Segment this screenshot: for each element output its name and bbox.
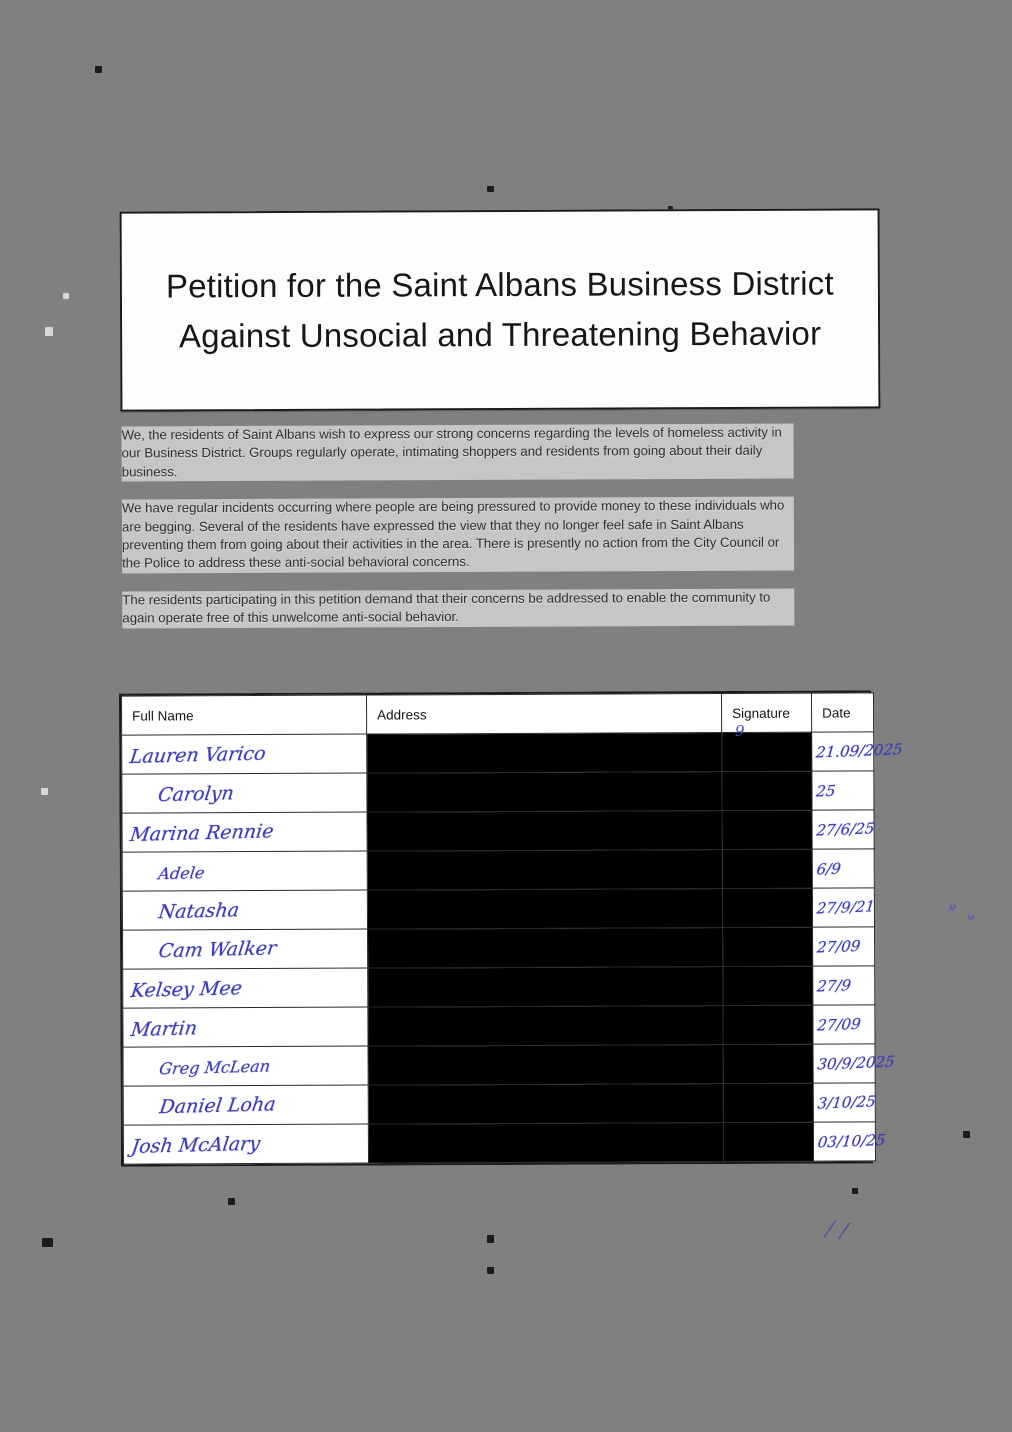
cell-date: [812, 888, 874, 927]
cell-signature-redacted: [723, 1083, 813, 1122]
cell-signature-redacted: [723, 1122, 813, 1161]
scan-speck: [852, 1188, 858, 1194]
signature-rows: [122, 732, 904, 1164]
petition-paragraph-2: We have regular incidents occurring where people are being pressured to provide money to these individuals who are begging. Several of the residents have expressed the view that they no longer feel safe in Saint Albans preventing them from going about their activities in the area. There is presently no action from the City Council or the Police to address these anti-social behavioral concerns.: [122, 497, 794, 574]
cell-full-name: [123, 1007, 368, 1047]
scan-speck: [963, 1131, 970, 1138]
cell-address-redacted: [368, 1123, 723, 1164]
table-row: [123, 1005, 875, 1047]
cell-signature-redacted: [722, 888, 812, 927]
cell-date: [812, 810, 874, 849]
cell-full-name: [123, 929, 368, 969]
cell-signature-redacted: [723, 1005, 813, 1044]
cell-full-name: [122, 890, 367, 930]
column-header-date: Date: [811, 693, 873, 732]
cell-signature-redacted: [722, 771, 812, 810]
handwritten-date: 27/9: [816, 976, 852, 996]
handwritten-date: 6/9: [815, 859, 842, 879]
column-header-signature: Signature: [721, 693, 811, 732]
signature-table: [121, 692, 904, 1164]
handwritten-name: Carolyn: [156, 782, 236, 807]
scan-speck: [228, 1198, 235, 1205]
cell-signature-redacted: [723, 966, 813, 1005]
scan-speck: [487, 186, 494, 192]
cell-date: [812, 849, 874, 888]
handwritten-date: 03/10/25: [816, 1130, 887, 1152]
handwritten-date: 21.09/2025: [815, 740, 904, 762]
cell-signature-redacted: [722, 810, 812, 849]
handwritten-name: Kelsey Mee: [129, 977, 244, 1002]
cell-date: [812, 732, 904, 771]
table-header-row: [121, 693, 873, 735]
handwritten-date: 27/09: [816, 936, 862, 957]
stray-ink-mark: / /: [824, 1216, 850, 1245]
scan-speck: [45, 327, 53, 336]
table-row: [122, 771, 874, 813]
cell-full-name: [123, 1124, 368, 1164]
scan-speck: [95, 66, 102, 73]
page-title: Petition for the Saint Albans Business District Against Unsocial and Threatening Behavior: [165, 264, 834, 355]
table-row: [123, 927, 875, 969]
column-header-full-name: Full Name: [121, 695, 366, 735]
cell-signature-redacted: [722, 849, 812, 888]
cell-full-name: [123, 1085, 368, 1125]
petition-paragraph-1: We, the residents of Saint Albans wish to express our strong concerns regarding the levels of homeless activity in our Business District. Groups regularly operate, intimating shoppers and residents from going about their daily business.: [122, 424, 794, 482]
cell-date: [813, 1122, 887, 1161]
table-row: [122, 732, 874, 774]
handwritten-date: 27/6/25: [815, 819, 876, 840]
signature-table-wrapper: [119, 690, 904, 1166]
handwritten-name: Cam Walker: [157, 937, 278, 963]
scan-speck: [487, 1235, 494, 1243]
cell-date: [813, 1044, 896, 1083]
handwritten-date: 25: [815, 781, 837, 801]
handwritten-name: Josh McAlary: [130, 1132, 262, 1158]
header-signature-mark: 9: [735, 722, 745, 740]
petition-body: [122, 424, 795, 647]
cell-address-redacted: [367, 889, 722, 930]
cell-full-name: [123, 1046, 368, 1086]
handwritten-date: 30/9/2025: [816, 1052, 896, 1074]
table-row: [122, 849, 874, 891]
scan-speck: [41, 788, 48, 795]
table-row: [123, 1044, 875, 1086]
cell-address-redacted: [368, 1084, 723, 1125]
petition-title-box: [120, 208, 881, 411]
handwritten-name: Daniel Loha: [158, 1093, 278, 1119]
cell-date: [812, 771, 874, 810]
table-row: [123, 1083, 875, 1125]
column-header-address: Address: [366, 694, 721, 735]
table-row: [123, 1122, 875, 1164]
table-row: [122, 888, 874, 930]
petition-paragraph-3: The residents participating in this petition demand that their concerns be addressed to enable the community to again operate free of this unwelcome anti-social behavior.: [122, 588, 794, 628]
scan-speck: [487, 1267, 494, 1274]
cell-full-name: [122, 812, 367, 852]
handwritten-date: 3/10/25: [816, 1092, 877, 1113]
cell-full-name: [122, 773, 367, 813]
handwritten-name: Adele: [157, 862, 206, 883]
cell-address-redacted: [368, 1045, 723, 1086]
cell-address-redacted: [367, 811, 722, 852]
handwritten-name: Lauren Varico: [128, 742, 268, 768]
table-row: [122, 810, 874, 852]
handwritten-name: Marina Rennie: [128, 820, 276, 846]
handwritten-date: 27/9/21: [815, 897, 876, 918]
cell-signature-redacted: [723, 1044, 813, 1083]
cell-full-name: [123, 968, 368, 1008]
cell-date: [812, 927, 874, 966]
cell-full-name: [122, 734, 367, 774]
cell-date: [813, 1005, 875, 1044]
table-row: [123, 966, 875, 1008]
cell-date: [813, 1083, 875, 1122]
cell-address-redacted: [368, 967, 723, 1008]
scan-speck: [63, 293, 69, 299]
cell-full-name: [122, 851, 367, 891]
scan-speck: [42, 1238, 53, 1247]
handwritten-name: Natasha: [157, 899, 241, 924]
ink-bleed-mark: »: [965, 907, 977, 927]
cell-address-redacted: [368, 928, 723, 969]
cell-address-redacted: [367, 733, 722, 774]
handwritten-date: 27/09: [816, 1014, 862, 1035]
handwritten-name: Greg McLean: [158, 1055, 272, 1078]
cell-address-redacted: [367, 850, 722, 891]
cell-address-redacted: [368, 1006, 723, 1047]
cell-signature-redacted: [722, 927, 812, 966]
ink-bleed-mark: »: [947, 897, 959, 917]
cell-date: [813, 966, 875, 1005]
handwritten-name: Martin: [129, 1017, 199, 1041]
cell-address-redacted: [367, 772, 722, 813]
